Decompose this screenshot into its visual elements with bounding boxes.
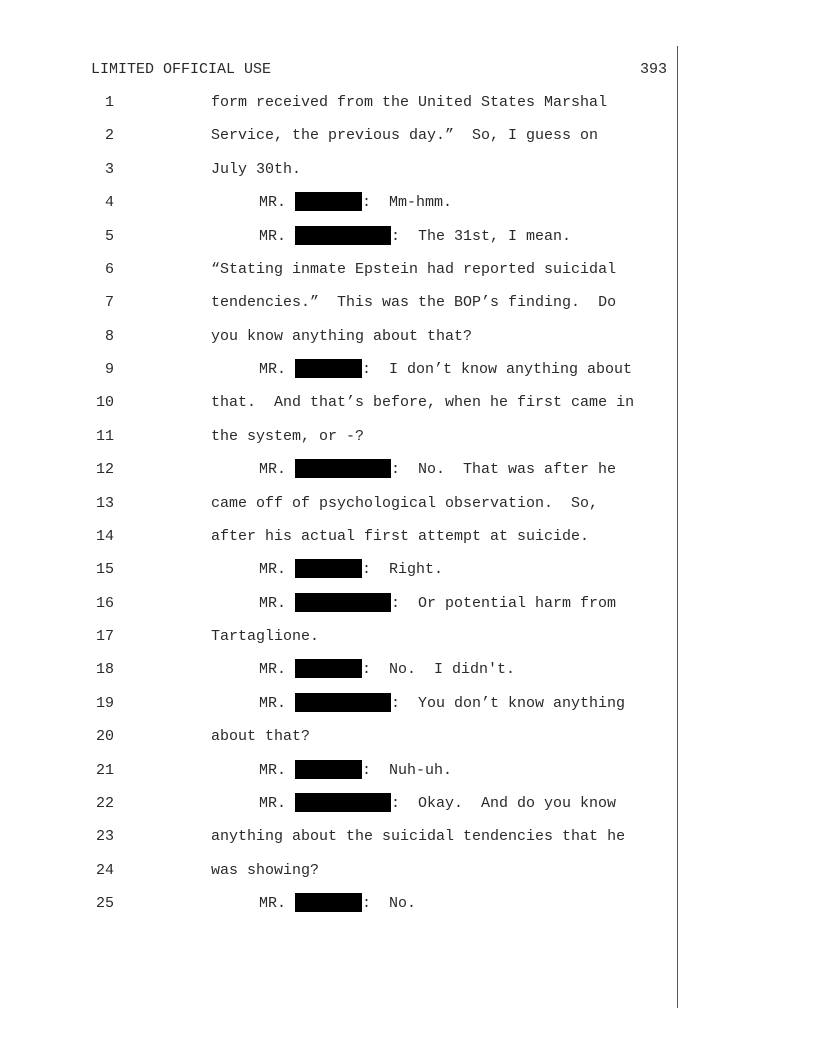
line-text-segment: : You don’t know anything: [391, 694, 626, 712]
redaction-box: [295, 659, 362, 678]
line-text: [211, 259, 616, 281]
line-number: 3: [104, 160, 114, 178]
line-text: [211, 526, 589, 548]
line-text-segment: tendencies.” This was the BOP’s finding. Do: [211, 294, 617, 312]
line-text-segment: MR.: [259, 361, 296, 378]
line-text-segment: MR.: [259, 594, 296, 612]
line-text: [211, 826, 625, 848]
line-text-segment: MR.: [259, 461, 296, 479]
transcript-line: [0, 826, 816, 848]
transcript-line: [0, 526, 816, 548]
transcript-line: [0, 159, 816, 181]
line-number: 12: [95, 461, 114, 479]
line-text-segment: MR.: [259, 694, 296, 712]
redaction-box: [295, 226, 391, 245]
line-text-segment: MR.: [259, 194, 296, 212]
line-text: [259, 693, 625, 715]
line-text: [211, 92, 607, 114]
line-text: [211, 860, 319, 882]
line-text: [259, 359, 632, 381]
line-text: [211, 726, 310, 748]
line-text-segment: : No. That was after he: [391, 461, 617, 479]
transcript-line: [0, 426, 816, 448]
line-number: 22: [95, 794, 114, 812]
line-text: [259, 659, 515, 681]
line-text: [211, 159, 301, 181]
line-number: 21: [95, 761, 114, 779]
line-text-segment: was showing?: [211, 861, 320, 879]
line-text: [259, 226, 571, 248]
redaction-box: [295, 760, 362, 779]
transcript-line: [0, 226, 816, 248]
transcript-line: [0, 259, 816, 281]
line-text: [259, 559, 443, 581]
redaction-box: [295, 559, 362, 578]
line-text: [259, 893, 416, 915]
line-number: 19: [95, 694, 114, 712]
line-text-segment: you know anything about that?: [211, 327, 473, 345]
line-text-segment: : Nuh-uh.: [362, 761, 453, 779]
line-text: [211, 626, 319, 648]
line-number: 6: [104, 260, 114, 278]
redaction-box: [295, 793, 391, 812]
transcript-line: [0, 192, 816, 214]
line-number: 16: [95, 594, 114, 612]
transcript-line: [0, 659, 816, 681]
line-text: [211, 426, 364, 448]
line-text-segment: MR.: [259, 561, 296, 579]
line-text-segment: anything about the suicidal tendencies that he: [211, 828, 626, 846]
line-number: 1: [104, 94, 114, 111]
line-text-segment: about that?: [211, 728, 311, 746]
line-number: 11: [95, 427, 114, 445]
line-text: [211, 493, 598, 515]
transcript-line: [0, 92, 816, 114]
line-number: 25: [95, 895, 114, 912]
line-text-segment: MR.: [259, 895, 296, 912]
line-text-segment: : Or potential harm from: [391, 594, 617, 612]
transcript-line: [0, 593, 816, 615]
line-text-segment: the system, or -?: [211, 427, 365, 445]
transcript-line: [0, 793, 816, 815]
line-number: 15: [95, 561, 114, 579]
line-number: 17: [95, 628, 114, 645]
line-number: 5: [104, 227, 114, 245]
line-text-segment: : Right.: [362, 561, 444, 579]
line-number: 20: [95, 728, 114, 746]
transcript-line: [0, 626, 816, 648]
line-number: 8: [104, 327, 114, 345]
line-text-segment: MR.: [259, 761, 296, 779]
line-text: [259, 760, 452, 782]
transcript-line: [0, 860, 816, 882]
redaction-box: [295, 693, 391, 712]
line-text-segment: : Okay. And do you know: [391, 794, 617, 812]
line-text-segment: : Mm-hmm.: [362, 194, 453, 212]
line-number: 10: [95, 394, 114, 412]
line-text-segment: MR.: [259, 661, 296, 679]
line-text-segment: MR.: [259, 227, 296, 245]
transcript-line: [0, 359, 816, 381]
line-number: 23: [95, 828, 114, 846]
line-number: 2: [104, 127, 114, 145]
transcript-line: [0, 760, 816, 782]
line-text-segment: Service, the previous day.” So, I guess on: [211, 127, 599, 145]
line-text: [259, 793, 616, 815]
page-number: 393: [639, 61, 667, 78]
transcript-line: [0, 893, 816, 915]
redaction-box: [295, 192, 362, 211]
line-text-segment: after his actual first attempt at suicide.: [211, 527, 590, 545]
redaction-box: [295, 893, 362, 912]
transcript-line: [0, 392, 816, 414]
redaction-box: [295, 459, 391, 478]
line-text: [211, 392, 634, 414]
transcript-line: [0, 693, 816, 715]
line-text-segment: form received from the United States Marshal: [211, 94, 608, 111]
transcript-line: [0, 326, 816, 348]
line-number: 4: [104, 194, 114, 212]
line-text: [211, 326, 472, 348]
transcript-line: [0, 493, 816, 515]
line-number: 24: [95, 861, 114, 879]
transcript-line: [0, 459, 816, 481]
line-text-segment: that. And that’s before, when he first came in: [211, 394, 635, 412]
line-text-segment: : I don’t know anything about: [362, 361, 633, 378]
transcript-line: [0, 559, 816, 581]
line-number: 14: [95, 527, 114, 545]
transcript-line: [0, 125, 816, 147]
line-text-segment: : No.: [362, 895, 417, 912]
classification-header: LIMITED OFFICIAL USE: [91, 61, 272, 78]
line-number: 18: [95, 661, 114, 679]
line-number: 13: [95, 494, 114, 512]
line-text: [259, 459, 616, 481]
line-text: [211, 292, 616, 314]
line-text: [211, 125, 598, 147]
line-text: [259, 192, 452, 214]
line-text: [259, 593, 616, 615]
line-text-segment: came off of psychological observation. So,: [211, 494, 599, 512]
line-text-segment: Tartaglione.: [211, 628, 320, 645]
line-text-segment: July 30th.: [211, 160, 302, 178]
line-text-segment: “Stating inmate Epstein had reported suicidal: [211, 260, 617, 278]
line-text-segment: : No. I didn't.: [362, 661, 516, 679]
transcript-line: [0, 292, 816, 314]
line-text-segment: MR.: [259, 794, 296, 812]
redaction-box: [295, 359, 362, 378]
line-text-segment: : The 31st, I mean.: [391, 227, 572, 245]
line-number: 7: [104, 294, 114, 312]
redaction-box: [295, 593, 391, 612]
line-number: 9: [104, 361, 114, 378]
transcript-line: [0, 726, 816, 748]
